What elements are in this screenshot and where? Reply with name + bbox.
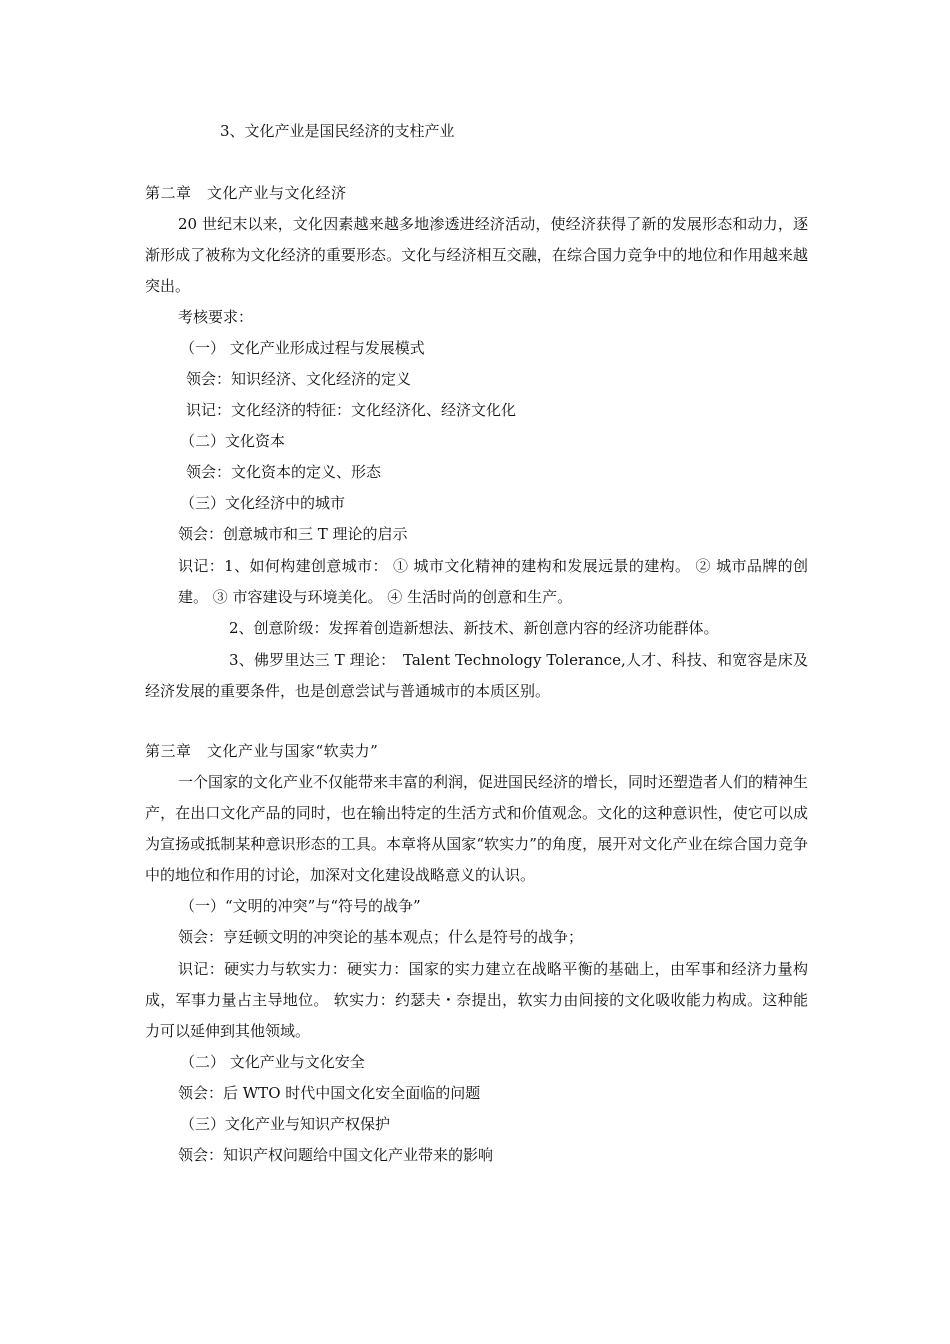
chapter2-section3-remember-3: 3、佛罗里达三 T 理论： Talent Technology Tolerance,人才、科技、和宽容是床及经济发展的重要条件，也是创意尝试与普通城市的本质区别。	[145, 651, 808, 700]
chapter2-section2-title: （二）文化资本	[180, 432, 286, 450]
chapter3-heading: 第三章 文化产业与国家“软卖力”	[145, 742, 379, 760]
chapter2-section3-remember-2: 2、创意阶级：发挥着创造新想法、新技术、新创意内容的经济功能群体。	[229, 619, 719, 637]
chapter2-intro: 20 世纪末以来，文化因素越来越多地渗透进经济活动，使经济获得了新的发展形态和动力，逐渐形成了被称为文化经济的重要形态。文化与经济相互交融，在综合国力竞争中的地位和作用越来越突出。	[145, 215, 808, 295]
chapter3-section1-remember: 识记：硬实力与软实力：硬实力：国家的实力建立在战略平衡的基础上，由军事和经济力量构成，军事力量占主导地位。 软实力：约瑟夫・奈提出，软实力由间接的文化吸收能力构成。这种能力可以延伸到其他领域。	[145, 960, 808, 1040]
chapter2-section3-title: （三）文化经济中的城市	[180, 494, 346, 512]
chapter2-section3-understand: 领会：创意城市和三 T 理论的启示	[178, 525, 408, 543]
chapter2-section3-remember-1: 识记：1、如何构建创意城市： ① 城市文化精神的建构和发展远景的建构。 ② 城市品牌的创建。 ③ 市容建设与环境美化。 ④ 生活时尚的创意和生产。	[178, 557, 808, 606]
chapter3-section2-understand: 领会：后 WTO 时代中国文化安全面临的问题	[178, 1084, 481, 1102]
chapter2-heading: 第二章 文化产业与文化经济	[145, 184, 347, 202]
chapter2-section1-remember: 识记：文化经济的特征：文化经济化、经济文化化	[186, 401, 517, 419]
chapter3-section3-understand: 领会：知识产权问题给中国文化产业带来的影响	[178, 1146, 494, 1164]
chapter3-section3-title: （三）文化产业与知识产权保护	[180, 1115, 391, 1133]
chapter2-section1-title: （一） 文化产业形成过程与发展模式	[180, 339, 425, 357]
chapter2-section2-understand: 领会：文化资本的定义、形态	[186, 463, 382, 481]
top-item: 3、文化产业是国民经济的支柱产业	[220, 122, 455, 140]
chapter3-section1-understand: 领会：亨廷顿文明的冲突论的基本观点；什么是符号的战争；	[178, 928, 584, 946]
chapter2-requirements-label: 考核要求：	[178, 308, 254, 326]
chapter3-section2-title: （二） 文化产业与文化安全	[180, 1053, 365, 1071]
chapter3-intro: 一个国家的文化产业不仅能带来丰富的利润，促进国民经济的增长，同时还塑造者人们的精神生产，在出口文化产品的同时，也在输出特定的生活方式和价值观念。文化的这种意识性，使它可以成为宣扬或抵制某种意识形态的工具。本章将从国家“软实力”的角度，展开对文化产业在综合国力竞争中的地位和作用的讨论，加深对文化建设战略意义的认识。	[145, 773, 809, 884]
chapter2-section1-understand: 领会：知识经济、文化经济的定义	[186, 370, 412, 388]
chapter3-section1-title: （一）“文明的冲突”与“符号的战争”	[180, 897, 421, 915]
